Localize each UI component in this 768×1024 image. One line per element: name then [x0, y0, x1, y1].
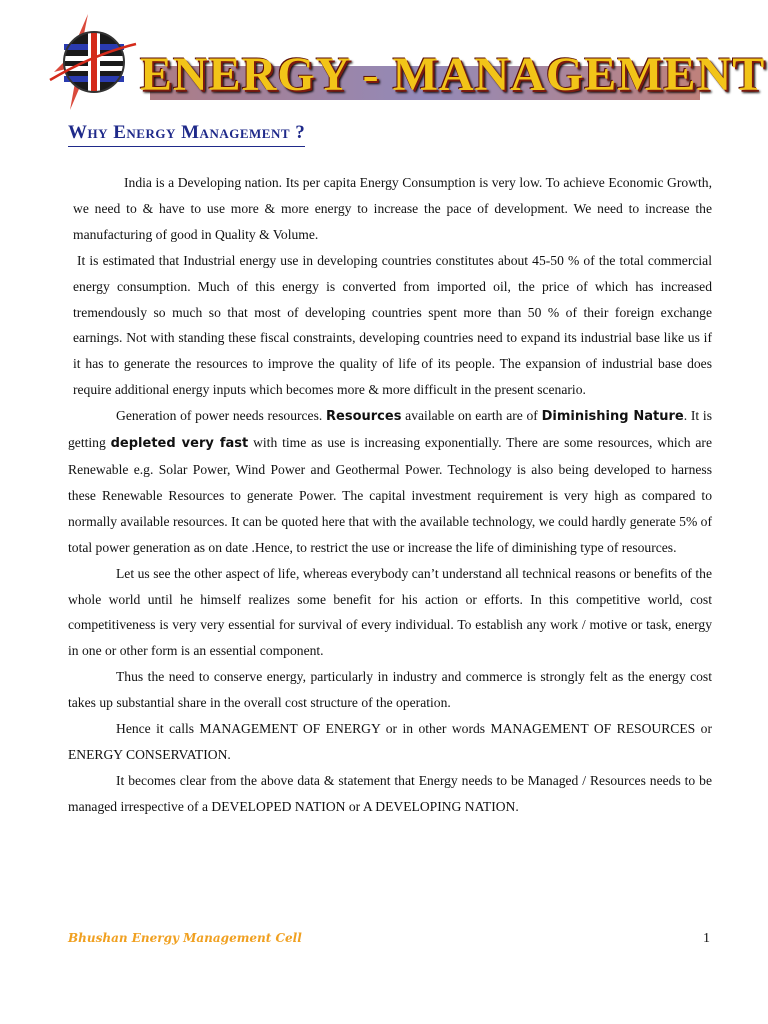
heading-text: Why Energy Management ? [68, 122, 306, 143]
p3-bold-resources: Resources [326, 409, 402, 425]
footer-organization: Bhushan Energy Management Cell [68, 931, 302, 945]
body-text [68, 170, 712, 820]
paragraph-1: India is a Developing nation. Its per capita Energy Consumption is very low. To achieve Economic Growth, we need to & have to use more & more energy to increase the pace of development. We need to increase the manufacturing of good in Quality & Volume. [73, 175, 712, 242]
p3-text-e: . It is getting [68, 408, 712, 451]
section-heading [68, 122, 305, 144]
paragraph-6: Hence it calls MANAGEMENT OF ENERGY or in other words MANAGEMENT OF RESOURCES or ENERGY CONSERVATION. [68, 721, 712, 762]
paragraph-3 [68, 403, 712, 560]
banner-title: ENERGY - MANAGEMENT [140, 48, 766, 101]
paragraph-4: Let us see the other aspect of life, whereas everybody can’t understand all technical reasons or benefits of the whole world until he himself realizes some benefit for his action or efforts. In this competitive world, cost competitiveness is very very essential for survival of every individual. To establish any work / motive or task, energy in one or other form is an essential component. [68, 565, 712, 659]
p3-text-a: Generation of power needs resources. [116, 408, 327, 424]
paragraph-7: It becomes clear from the above data & statement that Energy needs to be Managed / Resources needs to be managed irrespective of a DEVELOPED NATION or A DEVELOPING NATION. [68, 772, 712, 814]
p3-bold-diminishing: Diminishing Nature [541, 409, 684, 425]
heading-underline [68, 146, 305, 148]
p3-text-g: with time as use is increasing exponentially. There are some resources, which are Renewable e.g. Solar Power, Wind Power and Geothermal Power. Technology is also being developed to harness these Renewable Resources to generate Power. The capital investment requirement is very high as compared to normally available resources. It can be quoted here that with the available technology, we could hardly generate 5% of total power generation as on date .Hence, to restrict the use or increase the life of diminishing type of resources. [68, 435, 712, 555]
banner [140, 44, 766, 108]
page-number: 1 [703, 931, 710, 946]
page-header [48, 14, 766, 110]
p3-bold-depleted: depleted very fast [110, 436, 249, 452]
paragraph-2: It is estimated that Industrial energy use in developing countries constitutes about 45-50 % of the total commercial energy consumption. Much of this energy is converted from imported oil, the price of which has increased tremendously so much so that most of developing countries spent more than 50 % of their foreign exchange earnings. Not with standing these fiscal constraints, developing countries need to expand its industrial base like us if it has to generate the resources to improve the quality of life of its people. The expansion of industrial base does require additional energy inputs which becomes more & more difficult in the present scenario. [73, 252, 712, 398]
company-logo-icon [48, 14, 138, 110]
p3-text-c: available on earth are of [401, 408, 542, 424]
paragraph-5: Thus the need to conserve energy, particularly in industry and commerce is strongly felt as the energy cost takes up substantial share in the overall cost structure of the operation. [68, 669, 712, 711]
